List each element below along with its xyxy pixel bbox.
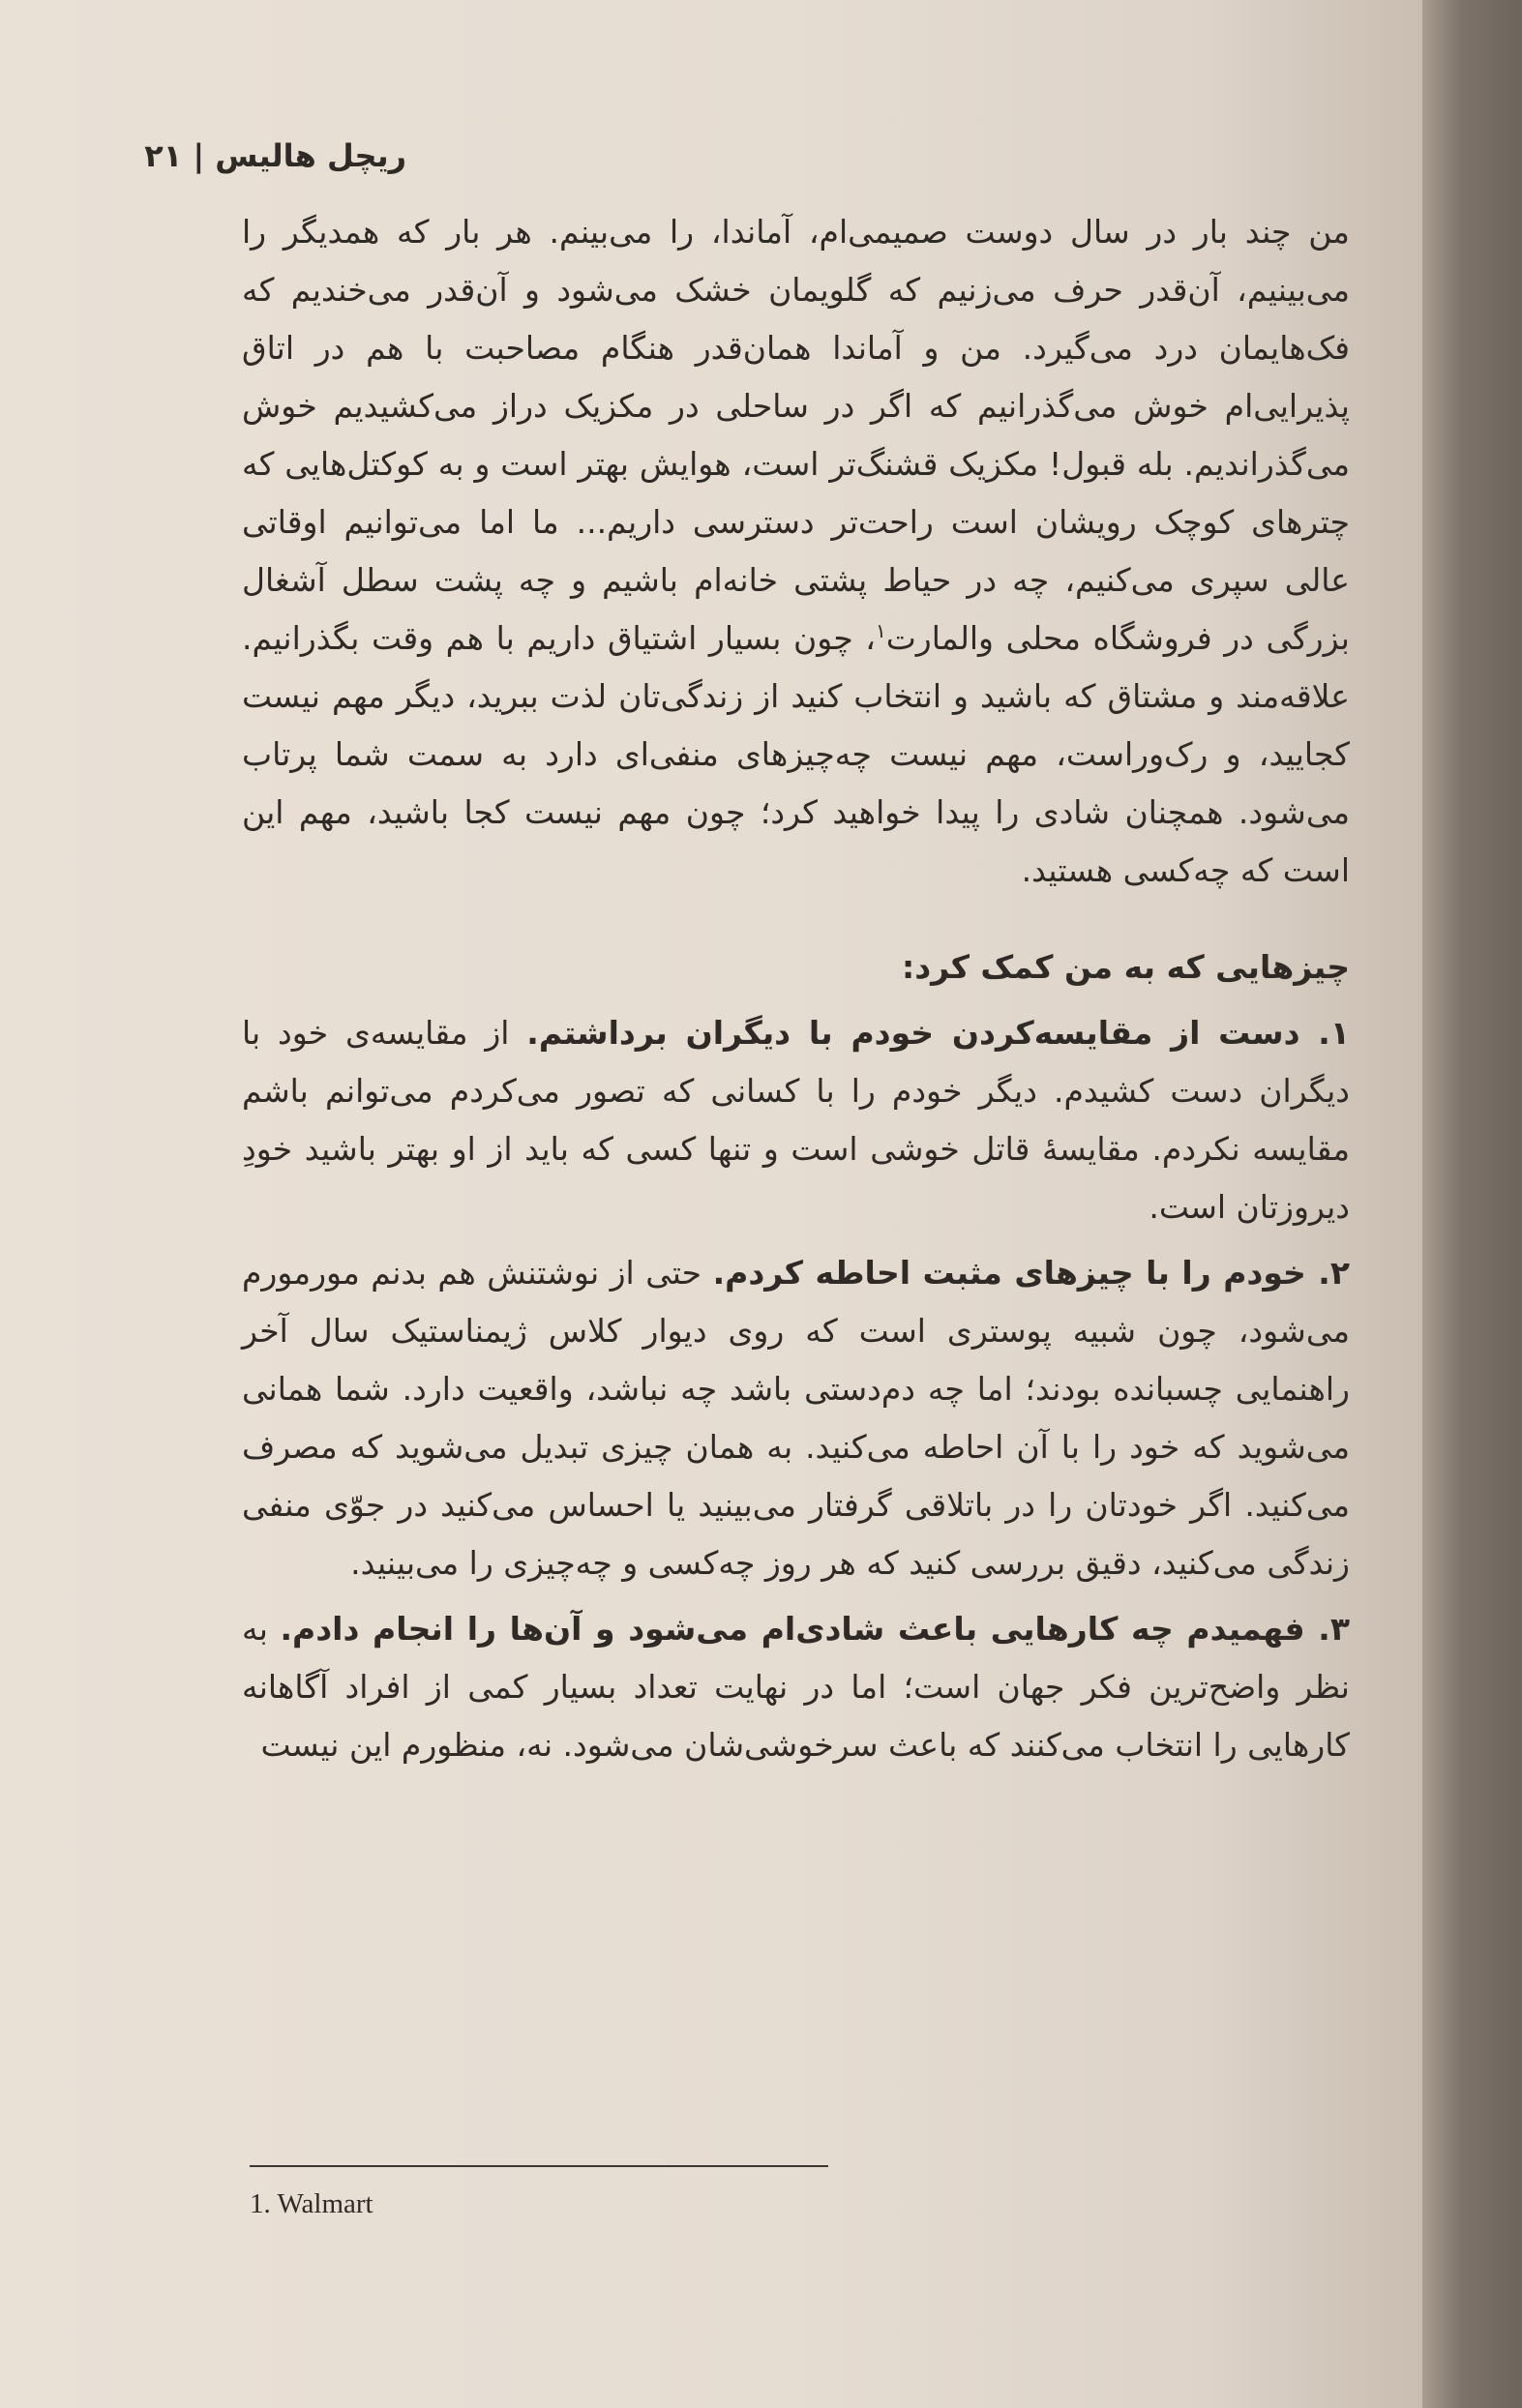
list-item-title: ۲. خودم را با چیزهای مثبت احاطه کردم. — [712, 1254, 1350, 1292]
footnote-divider — [250, 2165, 828, 2167]
list-item — [242, 1004, 1350, 1236]
paragraph — [242, 203, 1350, 900]
page-body — [242, 203, 1350, 1774]
section-heading: چیزهایی که به من کمک کرد: — [902, 948, 1350, 986]
paragraph-text-continued: ، چون بسیار اشتیاق داریم با هم وقت بگذرانیم. علاقه‌مند و مشتاق که باشید و انتخاب کنید از زندگی‌تان لذت ببرید، دیگر مهم نیست کجایید، و رک‌وراست، مهم نیست چه‌چیزهای منفی‌ای دارد به سمت شما پرتاب می‌شود. همچنان شادی را پیدا خواهید کرد؛ چون مهم نیست کجا باشید، مهم این است که چه‌کسی هستید. — [242, 619, 1350, 889]
list-item-title: ۳. فهمیدم چه کارهایی باعث شادی‌ام می‌شود و آن‌ها را انجام دادم. — [280, 1610, 1350, 1648]
footnote: 1. Walmart — [250, 2188, 373, 2219]
list-item-text: حتی از نوشتنش هم بدنم مورمورم می‌شود، چون شبیه پوستری است که روی دیوار کلاس ژیمناستیک سال آخر راهنمایی چسبانده بودند؛ اما چه دم‌دستی باشد چه نباشد، واقعیت دارد. شما همانی می‌شوید که خود را با آن احاطه می‌کنید. به همان چیزی تبدیل می‌شوید که مصرف می‌کنید. اگر خودتان را در باتلاقی گرفتار می‌بینید یا احساس می‌کنید در جوّی منفی زندگی می‌کنید، دقیق بررسی کنید که هر روز چه‌کسی و چه‌چیزی را می‌بینید. — [242, 1254, 1350, 1582]
list-item — [242, 1244, 1350, 1592]
list-item-text: از مقایسه‌ی خود با دیگران دست کشیدم. دیگر خودم را با کسانی که تصور می‌کردم می‌توانم باشم مقایسه نکردم. مقایسهٔ قاتل خوشی است و تنها کسی که باید از او بهتر باشید خودِ دیروزتان است. — [242, 1014, 1350, 1226]
list-item-text: به نظر واضح‌ترین فکر جهان است؛ اما در نهایت تعداد بسیار کمی از افراد آگاهانه کارهایی را انتخاب می‌کنند که باعث سرخوشی‌شان می‌شود. نه، منظورم این نیست — [242, 1610, 1350, 1764]
list-item-title: ۱. دست از مقایسه‌کردن خودم با دیگران برداشتم. — [526, 1014, 1351, 1052]
page-edge-shadow — [1422, 0, 1522, 2408]
footnote-marker: ۱ — [875, 619, 886, 642]
running-header: ریچل هالیس | ۲۱ — [144, 137, 406, 174]
paragraph-text: من چند بار در سال دوست صمیمی‌ام، آماندا، را می‌بینم. هر بار که همدیگر را می‌بینیم، آن‌قدر حرف می‌زنیم که گلویمان خشک می‌شود و آن‌قدر می‌خندیم که فک‌هایمان درد می‌گیرد. من و آماندا همان‌قدر هنگام مصاحبت با هم در اتاق پذیرایی‌ام خوش می‌گذرانیم که اگر در ساحلی در مکزیک دراز می‌کشیدیم خوش می‌گذراندیم. بله قبول! مکزیک قشنگ‌تر است، هوایش بهتر است و به کوکتل‌هایی که چترهای کوچک رویشان است راحت‌تر دسترسی داریم... ما اما می‌توانیم اوقاتی عالی سپری می‌کنیم، چه در حیاط پشتی خانه‌ام باشیم و چه پشت سطل آشغال بزرگی در فروشگاه محلی والمارت — [242, 213, 1350, 657]
list-item — [242, 1600, 1350, 1774]
